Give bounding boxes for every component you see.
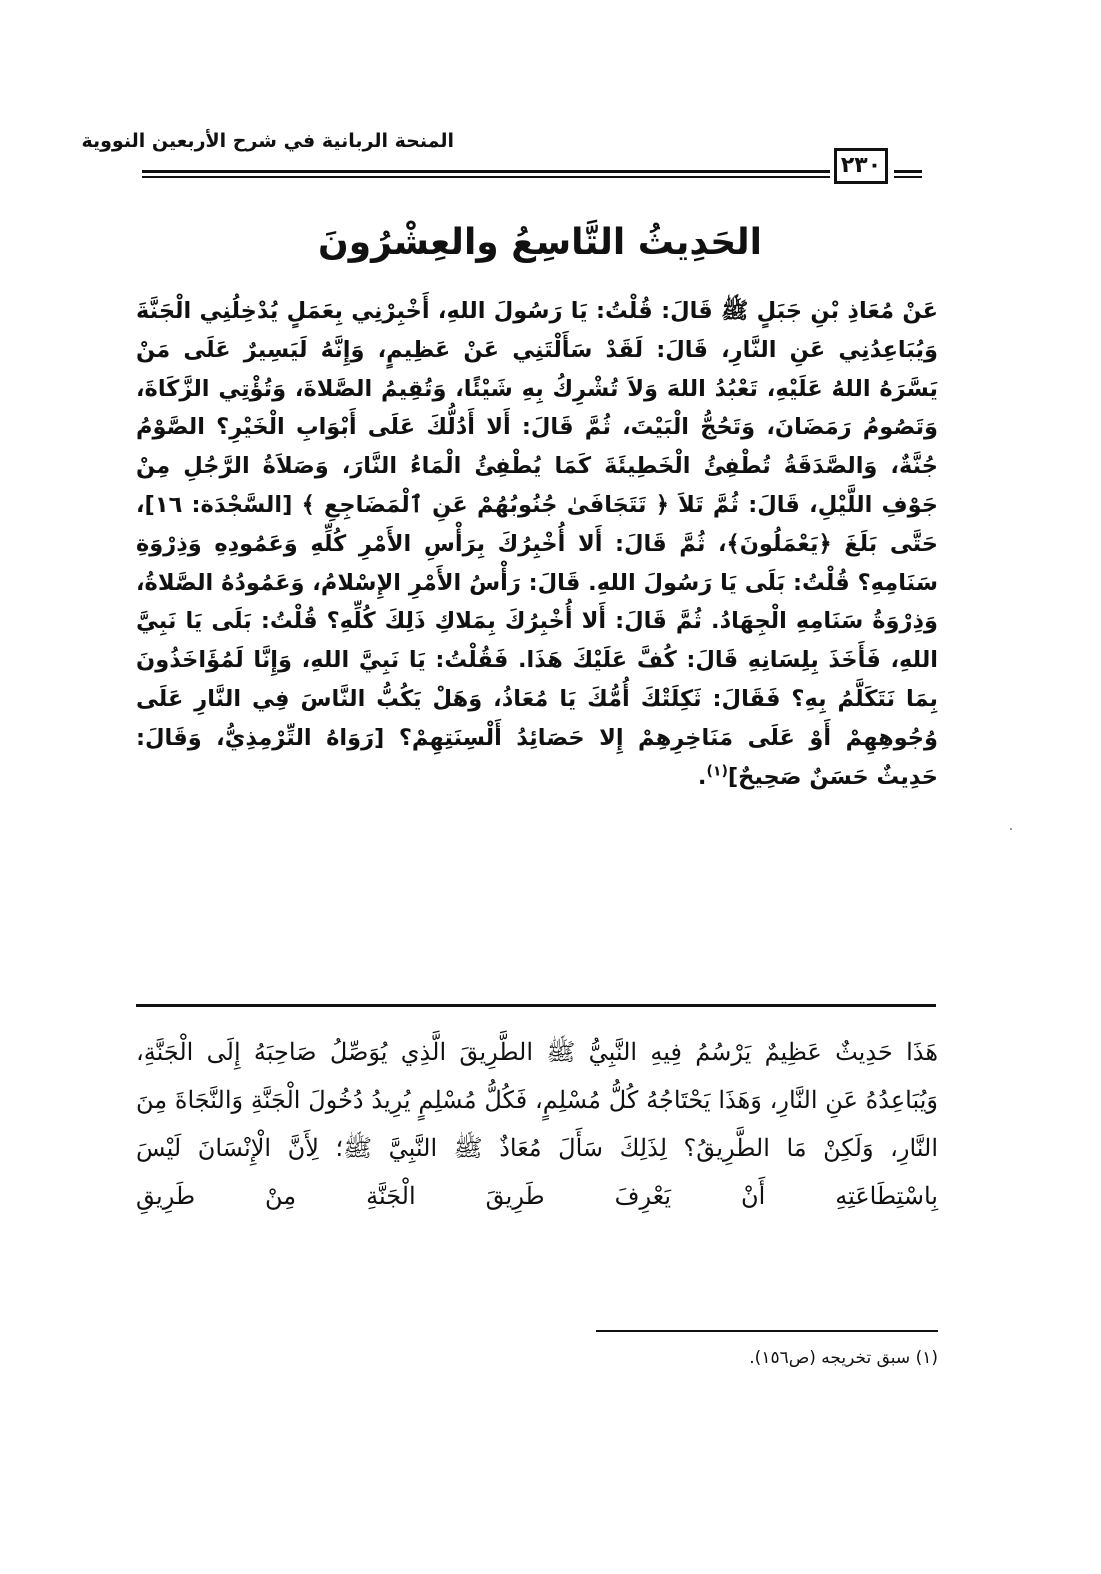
- page-number: ٢٣٠: [834, 148, 888, 184]
- footnote: (١) سبق تخريجه (ص١٥٦).: [749, 1348, 938, 1368]
- header-rule-secondary: [142, 176, 830, 178]
- book-title: المنحة الربانية في شرح الأربعين النووية: [81, 130, 454, 152]
- chapter-title: الحَدِيثُ التَّاسِعُ والعِشْرُونَ: [317, 222, 763, 263]
- header-rule-tail-secondary: [894, 176, 922, 178]
- footnote-reference[interactable]: (١): [706, 763, 728, 780]
- hadith-end-mark: .: [697, 763, 707, 790]
- hadith-text-block: [136, 292, 938, 796]
- header-rule: [142, 170, 830, 173]
- section-separator: [136, 1004, 936, 1007]
- header-rule-tail: [894, 170, 922, 173]
- scan-speck: [1010, 828, 1012, 830]
- commentary-paragraph: هَذَا حَدِيثٌ عَظِيمٌ يَرْسُمُ فِيهِ النَّبِيُّ ﷺ الطَّرِيقَ الَّذِي يُوَصِّلُ صَاحِبَهُ إِلَى الْجَنَّةِ، وَيُبَاعِدُهُ عَنِ النَّارِ، وَهَذَا يَحْتَاجُهُ كُلُّ مُسْلِمٍ، فَكُلُّ مُسْلِمٍ يُرِيدُ دُخُولَ الْجَنَّةِ وَالنَّجَاةَ مِنَ النَّارِ، وَلَكِنْ مَا الطَّرِيقُ؟ لِذَلِكَ سَأَلَ مُعَاذٌ ﷺ النَّبِيَّ ﷺ؛ لِأَنَّ الْإِنْسَانَ لَيْسَ بِاسْتِطَاعَتِهِ أَنْ يَعْرِفَ طَرِيقَ الْجَنَّةِ مِنْ طَرِيقِ: [136, 1038, 938, 1210]
- footnote-rule: [596, 1330, 938, 1332]
- hadith-text: عَنْ مُعَاذِ بْنِ جَبَلٍ ﷺ قَالَ: قُلْتُ: يَا رَسُولَ اللهِ، أَخْبِرْنِي بِعَمَلٍ يُدْخِلُنِي الْجَنَّةَ وَيُبَاعِدُنِي عَنِ النَّارِ، قَالَ: لَقَدْ سَأَلْتَنِي عَنْ عَظِيمٍ، وَإِنَّهُ لَيَسِيرٌ عَلَى مَنْ يَسَّرَهُ اللهُ عَلَيْهِ، تَعْبُدُ اللهَ وَلاَ تُشْرِكُ بِهِ شَيْئًا، وَتُقِيمُ الصَّلاةَ، وَتُؤْتِي الزَّكَاةَ، وَتَصُومُ رَمَضَانَ، وَتَحُجُّ الْبَيْتَ، ثُمَّ قَالَ: أَلا أَدُلُّكَ عَلَى أَبْوَابِ الْخَيْرِ؟ الصَّوْمُ جُنَّةٌ، وَالصَّدَقَةُ تُطْفِئُ الْخَطِيئَةَ كَمَا يُطْفِئُ الْمَاءُ النَّارَ، وَصَلاَةُ الرَّجُلِ مِنْ جَوْفِ اللَّيْلِ، قَالَ: ثُمَّ تَلاَ ﴿ تَتَجَافَىٰ جُنُوبُهُمْ عَنِ ٱلْمَضَاجِعِ ﴾ [السَّجْدَة: ١٦]، حَتَّى بَلَغَ ﴿يَعْمَلُونَ﴾، ثُمَّ قَالَ: أَلا أُخْبِرُكَ بِرَأْسِ الأَمْرِ كُلِّهِ وَعَمُودِهِ وَذِرْوَةِ سَنَامِهِ؟ قُلْتُ: بَلَى يَا رَسُولَ اللهِ. قَالَ: رَأْسُ الأَمْرِ الإِسْلامُ، وَعَمُودُهُ الصَّلاةُ، وَذِرْوَةُ سَنَامِهِ الْجِهَادُ. ثُمَّ قَالَ: أَلا أُخْبِرُكَ بِمَلاكِ ذَلِكَ كُلِّهِ؟ قُلْتُ: بَلَى يَا نَبِيَّ اللهِ، فَأَخَذَ بِلِسَانِهِ قَالَ: كُفَّ عَلَيْكَ هَذَا. فَقُلْتُ: يَا نَبِيَّ اللهِ، وَإِنَّا لَمُؤَاخَذُونَ بِمَا نَتَكَلَّمُ بِهِ؟ فَقَالَ: ثَكِلَتْكَ أُمُّكَ يَا مُعَاذُ، وَهَلْ يَكُبُّ النَّاسَ فِي النَّارِ عَلَى وُجُوهِهِمْ أَوْ عَلَى مَنَاخِرِهِمْ إِلا حَصَائِدُ أَلْسِنَتِهِمْ؟ [رَوَاهُ التِّرْمِذِيُّ، وَقَالَ: حَدِيثٌ حَسَنٌ صَحِيحٌ]: [136, 298, 938, 790]
- running-header: [81, 118, 942, 188]
